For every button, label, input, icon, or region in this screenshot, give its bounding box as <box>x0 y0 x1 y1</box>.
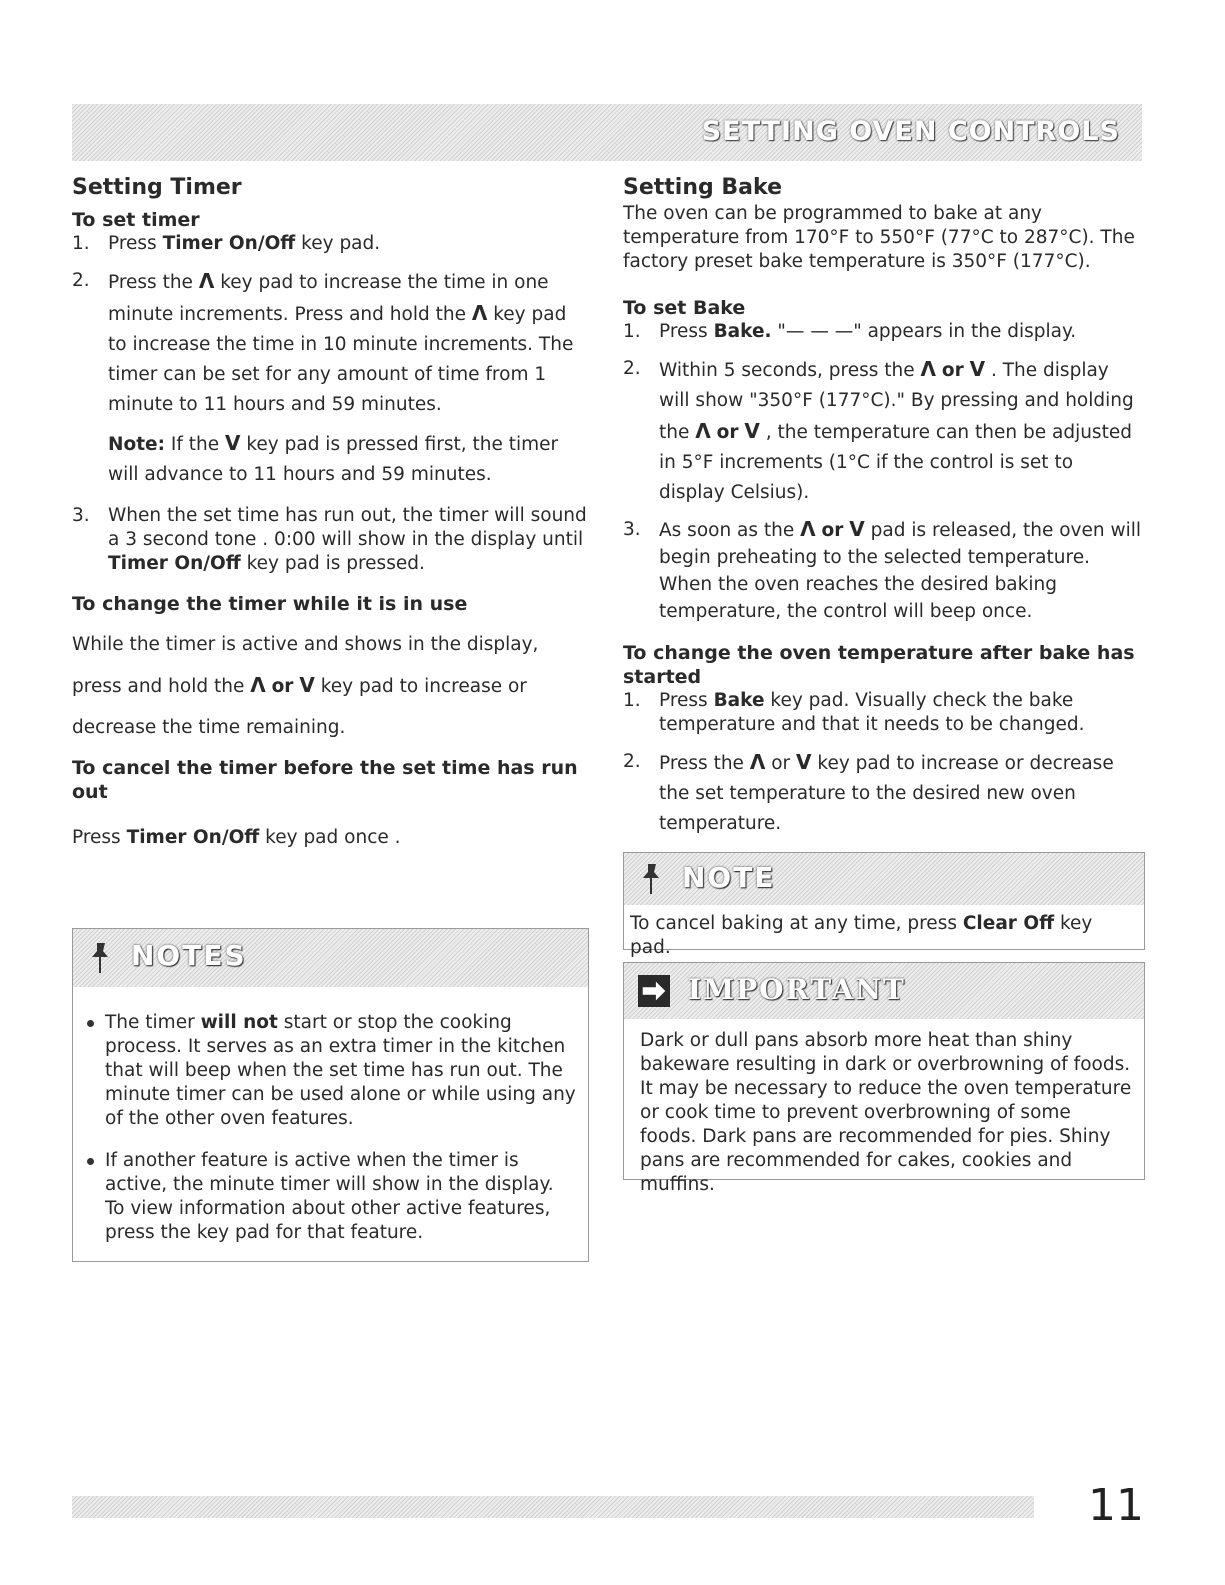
up-arrow-icon: Λ <box>471 301 488 325</box>
notes-bullet-1: The timer will not start or stop the cooking process. It serves as an extra timer in the kitchen that will beep when the set time has run out. The minute timer can be used alone or while using any of the other oven features. <box>79 1011 576 1131</box>
important-text: Dark or dull pans absorb more heat than shiny bakeware resulting in dark or overbrowning of foods. It may be necessary to reduce the oven temperature or cook time to prevent overbrowning of some foods. Dark pans are recommended for pies. Shiny pans are recommended for cakes, cookies and muffins. <box>640 1030 1132 1195</box>
note-title: NOTE <box>682 861 776 894</box>
page-number: 11 <box>1088 1480 1144 1531</box>
change-bake-step-2: 2. Press the Λ or V key pad to increase or decrease the set temperature to the desired new oven temperature. <box>623 750 1114 834</box>
note-box <box>623 852 1145 958</box>
notes-box <box>72 928 589 1262</box>
down-arrow-icon: V <box>969 357 986 381</box>
change-timer-heading: To change the timer while it is in use <box>72 593 468 615</box>
note-box-header <box>624 853 1144 905</box>
timer-heading: Setting Timer <box>72 175 242 200</box>
up-arrow-icon: Λ <box>198 269 215 293</box>
important-box <box>623 962 1145 1195</box>
change-bake-step-1: 1. Press Bake key pad. Visually check the bake temperature and that it needs to be changed. <box>623 690 1085 735</box>
down-arrow-icon: V <box>744 419 760 443</box>
footer-bar <box>72 1496 1034 1518</box>
important-box-header <box>624 963 1144 1019</box>
timer-note: Note: If the V key pad is pressed first, the timer will advance to 11 hours and 59 minutes. <box>108 431 559 485</box>
set-timer-heading: To set timer <box>72 209 200 231</box>
bake-step-1: 1. Press Bake. "— — —" appears in the display. <box>623 321 1077 342</box>
bake-step-3: 3. As soon as the Λ or V pad is released, the oven will begin preheating to the selected temperature. When the oven reaches the desired baking temperature, the control will beep once. <box>623 517 1142 622</box>
down-arrow-icon: V <box>796 750 812 774</box>
set-bake-heading: To set Bake <box>623 297 746 319</box>
down-arrow-icon: V <box>849 517 865 541</box>
arrow-box-icon <box>638 975 670 1007</box>
down-arrow-icon: V <box>224 431 241 455</box>
cancel-timer-text: Press Timer On/Off key pad once . <box>72 827 401 848</box>
up-arrow-icon: Λ <box>250 673 266 697</box>
pushpin-icon <box>89 941 111 975</box>
pushpin-icon <box>640 862 662 896</box>
bullet-dot <box>87 1020 94 1027</box>
timer-step-1: 1. Press Timer On/Off key pad. <box>72 233 381 254</box>
note-text: To cancel baking at any time, press Clear Off key pad. <box>630 913 1093 958</box>
cancel-timer-heading: To cancel the timer before the set time has run out <box>72 757 578 803</box>
bullet-dot <box>87 1158 94 1165</box>
change-bake-heading: To change the oven temperature after bake has started <box>623 642 1135 688</box>
timer-step-3: 3. When the set time has run out, the timer will sound a 3 second tone . 0:00 will show in the display until Timer On/Off key pad is pressed. <box>72 505 587 574</box>
notes-box-header <box>73 929 588 987</box>
bake-intro: The oven can be programmed to bake at any temperature from 170°F to 550°F (77°C to 287°C). The factory preset bake temperature is 350°F (177°C). <box>623 203 1135 272</box>
bake-heading: Setting Bake <box>623 175 782 200</box>
notes-bullet-2: If another feature is active when the timer is active, the minute timer will show in the display. To view information about other active features, press the key pad for that feature. <box>79 1149 576 1245</box>
up-arrow-icon: Λ <box>920 357 936 381</box>
up-arrow-icon: Λ <box>749 750 766 774</box>
timer-step-2: 2. Press the Λ key pad to increase the time in one minute increments. Press and hold the Λ key pad to increase the time in 10 minute increments. The timer can be set for any amount of time from 1 minute to 11 hours and 59 minutes. <box>72 269 574 415</box>
down-arrow-icon: V <box>299 673 315 697</box>
up-arrow-icon: Λ <box>695 419 711 443</box>
important-title: IMPORTANT <box>688 973 906 1006</box>
bake-column <box>623 176 1143 839</box>
section-title: SETTING OVEN CONTROLS <box>701 116 1120 147</box>
header-banner <box>72 104 1142 161</box>
change-timer-text: While the timer is active and shows in the display, press and hold the Λ or V key pad to increase or decrease the time remaining. <box>72 634 539 738</box>
timer-column <box>72 176 587 850</box>
up-arrow-icon: Λ <box>800 517 816 541</box>
notes-title: NOTES <box>131 939 247 972</box>
bake-step-2: 2. Within 5 seconds, press the Λ or V . The display will show "350°F (177°C)." By pressing and holding the Λ or V , the temperature can then be adjusted in 5°F increments (1°C if the control is set to display Celsius). <box>623 357 1134 503</box>
